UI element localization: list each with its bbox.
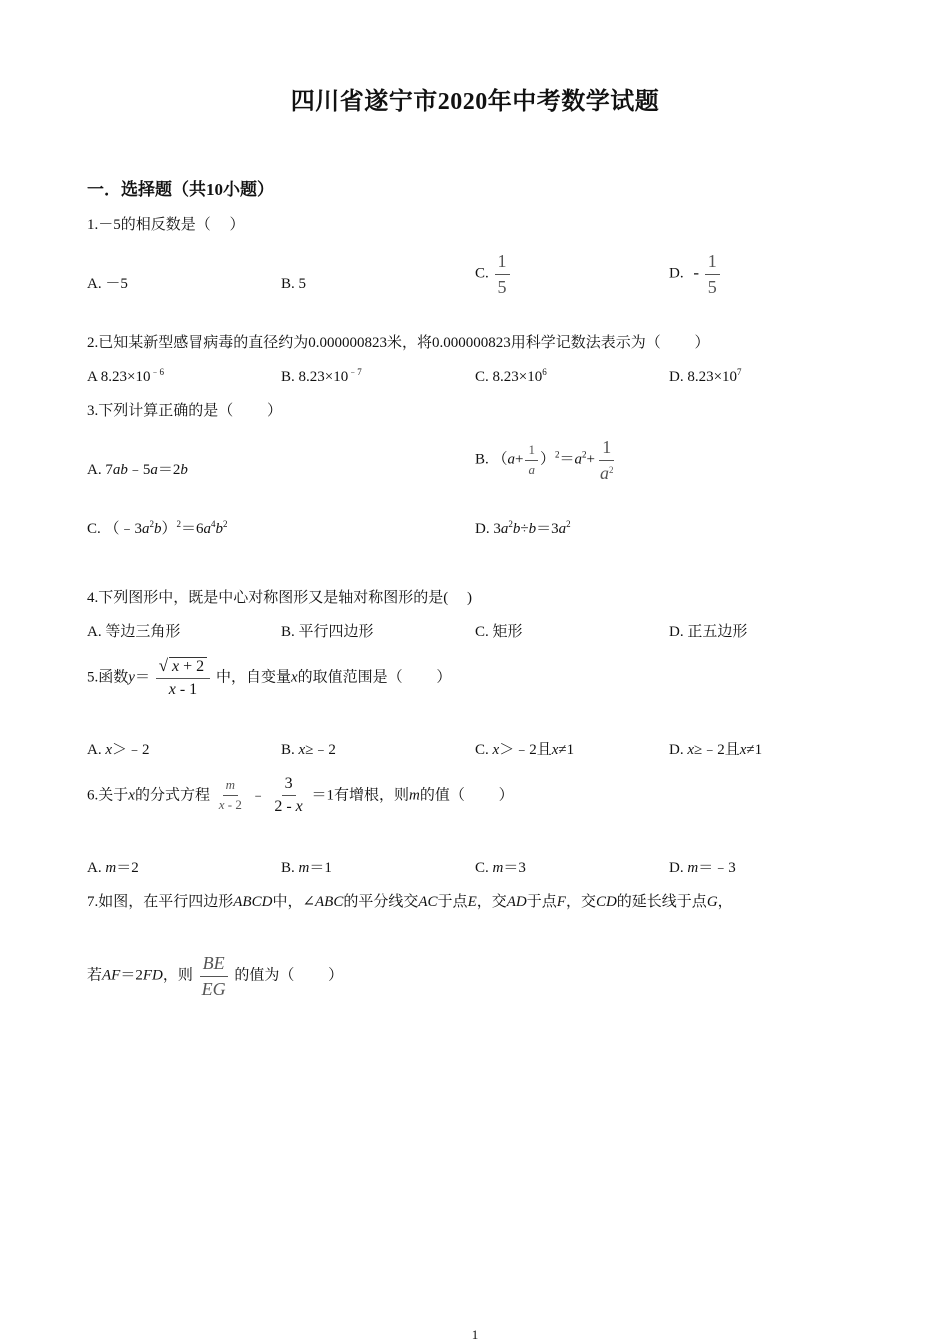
exponent: 6 xyxy=(542,367,547,377)
var: a xyxy=(599,462,609,483)
var: FD xyxy=(142,967,163,984)
text: 的延长线于点 xyxy=(616,894,707,910)
question-5-stem xyxy=(87,656,451,700)
var: AC xyxy=(418,894,438,910)
text: ，则 xyxy=(162,967,193,984)
var: x xyxy=(172,658,180,675)
var: F xyxy=(556,894,566,910)
text: ，交 xyxy=(565,894,596,910)
q3-option-d xyxy=(475,519,571,537)
question-2-stem: 2.已知某新型感冒病毒的直径约为0.000000823米，将0.000000823用科学记数法表示为（ ） xyxy=(87,335,710,351)
question-1-stem: 1.－5的相反数是（ ） xyxy=(87,217,245,233)
option-label: C. （﹣3 xyxy=(87,521,143,537)
text: 2 - xyxy=(274,798,296,816)
q2-option-d xyxy=(669,367,742,385)
option-label: B. xyxy=(281,742,299,758)
denominator: 5 xyxy=(497,276,507,297)
exponent: 2 xyxy=(176,519,182,529)
option-base: B. 8.23×10 xyxy=(281,369,349,385)
var: x xyxy=(298,742,306,758)
fraction xyxy=(705,251,720,297)
var: m xyxy=(492,860,504,876)
exponent: 2 xyxy=(608,464,614,475)
fraction xyxy=(156,656,210,700)
exponent: 2 xyxy=(508,519,513,529)
op: + xyxy=(586,451,595,468)
text: ＝﹣3 xyxy=(698,860,736,876)
var: b xyxy=(180,462,188,478)
exponent: 7 xyxy=(737,367,742,377)
var: b xyxy=(528,521,537,537)
q3-option-a xyxy=(87,463,188,478)
numerator: 1 xyxy=(495,251,510,275)
fraction xyxy=(271,775,305,817)
option-label: C. xyxy=(475,742,493,758)
fraction xyxy=(495,251,510,297)
var: AF xyxy=(102,967,121,984)
op: ﹣5 xyxy=(127,462,151,478)
exponent: ﹣7 xyxy=(348,367,362,377)
var: m xyxy=(687,860,699,876)
var: E xyxy=(467,894,477,910)
text: ≥﹣2且 xyxy=(694,742,740,758)
var: b xyxy=(215,521,224,537)
numerator: BE xyxy=(200,953,228,977)
var: a xyxy=(142,521,150,537)
q1-option-c xyxy=(475,251,512,297)
var: a xyxy=(203,521,212,537)
text: ＝1 xyxy=(309,860,332,876)
text: ， xyxy=(717,894,733,910)
denominator xyxy=(166,679,200,699)
var: ABC xyxy=(315,894,344,910)
q3a-rest xyxy=(150,462,188,478)
var: a xyxy=(500,521,509,537)
op: ＝2 xyxy=(157,462,181,478)
var: CD xyxy=(595,894,617,910)
option-label: D. xyxy=(669,742,688,758)
var: a xyxy=(150,462,158,478)
q4-option-c: C. 矩形 xyxy=(475,624,523,640)
text: 若 xyxy=(87,967,103,984)
q2-option-c xyxy=(475,367,547,385)
text: + 2 xyxy=(179,658,205,675)
var: x xyxy=(128,787,135,804)
text: 于点 xyxy=(437,894,468,910)
q5-option-b xyxy=(281,743,336,758)
text: ＞﹣2 xyxy=(112,742,150,758)
option-label: A. xyxy=(87,742,106,758)
text: 于点 xyxy=(526,894,557,910)
question-7-line-2 xyxy=(87,953,343,999)
var: b xyxy=(154,521,162,537)
text: 的分式方程 xyxy=(134,787,210,804)
fraction xyxy=(525,443,538,478)
op: ） xyxy=(161,521,177,537)
var: m xyxy=(298,860,310,876)
text: 7.如图，在平行四边形 xyxy=(87,894,234,910)
op: ＝ xyxy=(134,669,150,686)
text: 的值（ ） xyxy=(419,787,514,804)
op: ﹣ xyxy=(250,787,266,804)
sqrt-icon: √ xyxy=(158,656,169,675)
var: x xyxy=(739,742,747,758)
var: x xyxy=(687,742,695,758)
exponent: 2 xyxy=(566,519,571,529)
text: 的取值范围是（ ） xyxy=(297,669,452,686)
q1-option-d xyxy=(669,251,722,297)
numerator: 3 xyxy=(282,775,296,796)
var: y xyxy=(128,669,135,686)
question-3-stem: 3.下列计算正确的是（ ） xyxy=(87,403,283,419)
option-label: D. xyxy=(669,860,688,876)
q4-option-b: B. 平行四边形 xyxy=(281,624,374,640)
q6-option-b xyxy=(281,861,332,876)
q6-option-c xyxy=(475,861,526,876)
denominator: a xyxy=(528,461,535,477)
numerator: 1 xyxy=(525,443,538,461)
numerator: 1 xyxy=(705,251,720,275)
var: m xyxy=(105,860,117,876)
var: AD xyxy=(506,894,527,910)
exponent: 2 xyxy=(555,449,560,460)
op: + xyxy=(515,451,524,468)
option-label: D. 3 xyxy=(475,521,501,537)
denominator: 5 xyxy=(707,276,717,297)
var: x xyxy=(290,669,298,686)
text: ≥﹣2 xyxy=(305,742,336,758)
q4-option-a: A. 等边三角形 xyxy=(87,624,181,640)
var: ab xyxy=(112,462,128,478)
var: x xyxy=(105,742,113,758)
option-label: B. （ xyxy=(475,451,508,468)
q2-option-b xyxy=(281,367,362,385)
option-label: A. xyxy=(87,860,106,876)
text: 的平分线交 xyxy=(343,894,419,910)
exponent: 2 xyxy=(582,449,587,460)
page-title: 四川省遂宁市2020年中考数学试题 xyxy=(290,89,660,115)
minus-sign: - xyxy=(693,262,700,282)
numerator: m xyxy=(223,778,238,796)
text: 的值为（ ） xyxy=(234,967,344,984)
denominator xyxy=(597,461,617,484)
text: 6.关于 xyxy=(87,787,129,804)
option-label: C. xyxy=(475,265,489,282)
var: x xyxy=(218,797,225,813)
fraction xyxy=(199,953,229,999)
exponent: 4 xyxy=(211,519,216,529)
fraction xyxy=(597,437,617,483)
q1-option-a: A. －5 xyxy=(87,276,128,292)
numerator xyxy=(156,656,210,679)
var: x xyxy=(492,742,500,758)
exponent: 2 xyxy=(223,519,228,529)
option-label: C. xyxy=(475,860,493,876)
q6-option-a xyxy=(87,861,139,876)
var: m xyxy=(409,787,420,804)
var: a xyxy=(574,451,583,468)
q2-option-a xyxy=(87,367,164,385)
text: 中，∠ xyxy=(272,894,316,910)
option-label: D. xyxy=(669,265,684,282)
question-4-stem: 4.下列图形中，既是中心对称图形又是轴对称图形的是( ) xyxy=(87,590,472,606)
text: ＞﹣2且 xyxy=(499,742,552,758)
exponent: ﹣6 xyxy=(150,367,164,377)
var: a xyxy=(558,521,567,537)
var: x xyxy=(168,681,176,699)
text: ≠1 xyxy=(746,742,763,758)
text: - 2 xyxy=(224,797,242,813)
var: x xyxy=(295,798,303,816)
page-number: 1 xyxy=(471,1327,479,1342)
option-label: B. xyxy=(281,860,299,876)
option-base: A 8.23×10 xyxy=(87,369,151,385)
op: ＝3 xyxy=(536,521,559,537)
var: ABCD xyxy=(233,894,273,910)
op: ＝6 xyxy=(181,521,204,537)
section-heading: 一．选择题（共10小题） xyxy=(87,180,274,199)
var: a xyxy=(507,451,516,468)
text: ，交 xyxy=(476,894,507,910)
q1-option-b: B. 5 xyxy=(281,276,307,292)
q5-option-c xyxy=(475,743,574,758)
radicand xyxy=(169,657,207,676)
op: ＝ xyxy=(559,451,575,468)
var: G xyxy=(706,894,718,910)
text: 5.函数 xyxy=(87,669,129,686)
var: x xyxy=(551,742,559,758)
op: ＝2 xyxy=(120,967,143,984)
option-label: A. 7 xyxy=(87,462,113,478)
text: ＝3 xyxy=(503,860,526,876)
denominator xyxy=(216,796,245,813)
q4-option-d: D. 正五边形 xyxy=(669,624,748,640)
question-6-stem xyxy=(87,775,514,817)
fraction xyxy=(216,778,245,813)
text: ＝2 xyxy=(116,860,139,876)
denominator: EG xyxy=(201,978,226,999)
numerator: 1 xyxy=(599,437,614,461)
option-base: D. 8.23×10 xyxy=(669,369,738,385)
q6-option-d xyxy=(669,861,736,876)
q5-option-a xyxy=(87,743,150,758)
option-base: C. 8.23×10 xyxy=(475,369,543,385)
q3-option-b xyxy=(475,437,618,483)
text: - 1 xyxy=(175,681,198,699)
op: ） xyxy=(539,451,555,468)
text: ＝1有增根，则 xyxy=(311,787,410,804)
denominator xyxy=(271,796,305,816)
op: ÷ xyxy=(520,521,529,537)
text: ≠1 xyxy=(558,742,575,758)
q5-option-d xyxy=(669,743,762,758)
text: 中，自变量 xyxy=(215,669,291,686)
var: b xyxy=(512,521,521,537)
question-7-stem xyxy=(87,895,733,910)
q3-option-c xyxy=(87,519,228,537)
exponent: 2 xyxy=(149,519,155,529)
